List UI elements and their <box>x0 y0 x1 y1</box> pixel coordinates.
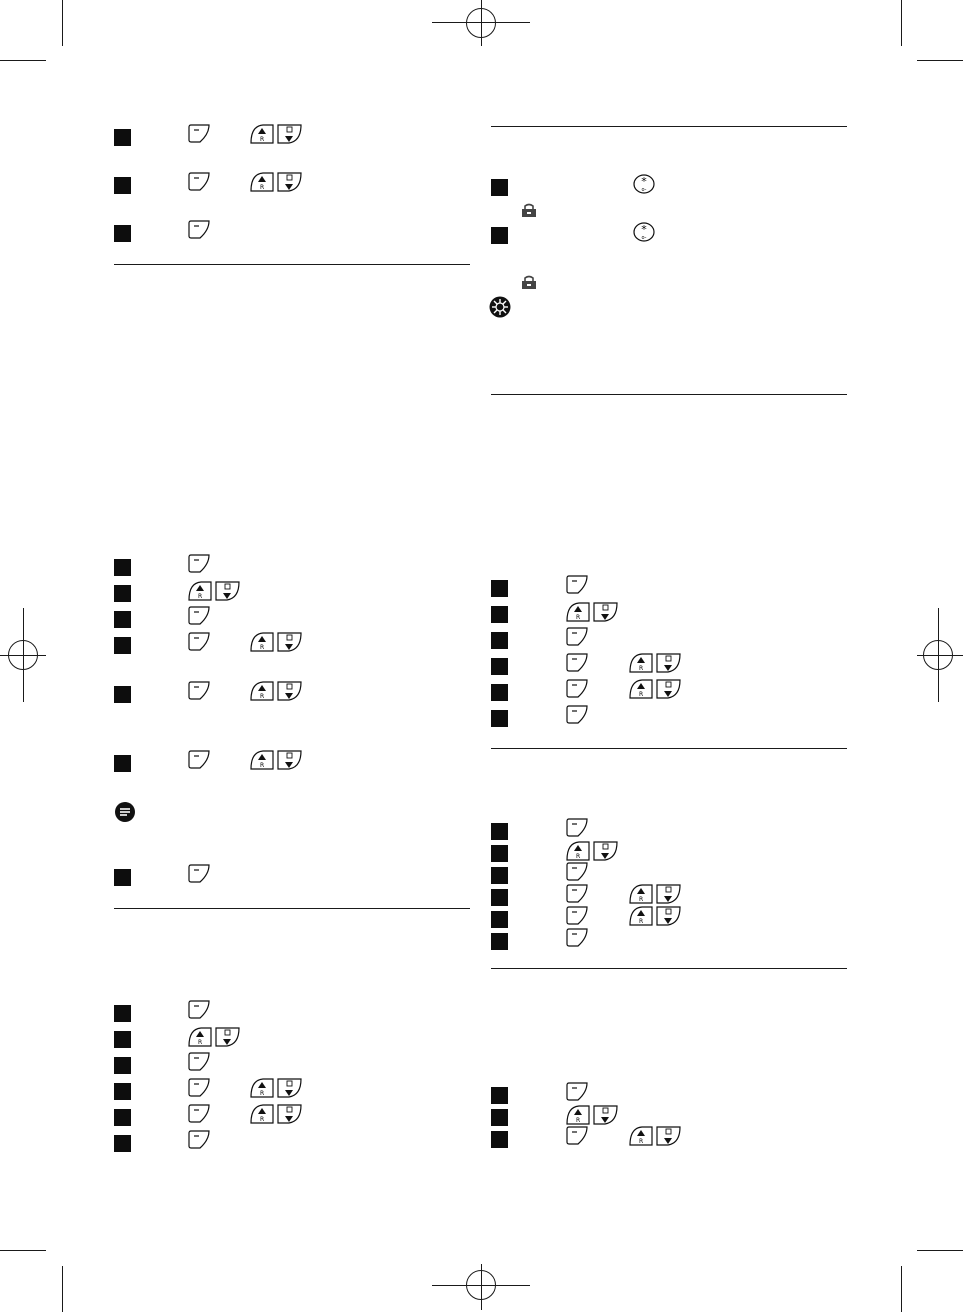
navigation-up-down-icon <box>565 1105 619 1125</box>
softkey-icon <box>565 627 589 647</box>
svg-text:R: R <box>260 136 265 143</box>
softkey-icon <box>187 172 211 192</box>
step-marker <box>491 1109 508 1126</box>
navigation-up-down-icon <box>249 681 303 701</box>
step-marker <box>114 1031 131 1048</box>
navigation-up-down-icon <box>628 679 682 699</box>
step-marker <box>491 823 508 840</box>
section-divider <box>491 748 847 749</box>
softkey-icon <box>187 1000 211 1020</box>
step-marker <box>114 1109 131 1126</box>
step-marker <box>491 684 508 701</box>
softkey-icon <box>187 1078 211 1098</box>
navigation-up-down-icon <box>249 1078 303 1098</box>
step-marker <box>114 869 131 886</box>
step-marker <box>114 755 131 772</box>
svg-text:R: R <box>639 918 644 925</box>
step-marker <box>491 606 508 623</box>
registration-circle <box>923 640 953 670</box>
svg-text:o-: o- <box>641 187 647 193</box>
navigation-up-down-icon <box>565 841 619 861</box>
softkey-icon <box>187 606 211 626</box>
navigation-up-down-icon <box>628 653 682 673</box>
softkey-icon <box>187 220 211 240</box>
section-divider <box>114 264 470 265</box>
navigation-up-down-icon <box>187 581 241 601</box>
softkey-icon <box>187 1130 211 1150</box>
step-marker <box>491 710 508 727</box>
crop-mark <box>901 1266 902 1312</box>
navigation-up-down-icon <box>249 172 303 192</box>
navigation-up-down-icon <box>249 632 303 652</box>
crop-mark <box>62 0 63 46</box>
svg-text:R: R <box>639 1138 644 1145</box>
tip-icon <box>489 296 511 318</box>
keypad-lock-icon <box>521 275 537 290</box>
softkey-icon <box>565 928 589 948</box>
step-marker <box>114 129 131 146</box>
note-icon <box>114 801 136 823</box>
softkey-icon <box>565 705 589 725</box>
crop-mark <box>62 1266 63 1312</box>
svg-text:R: R <box>198 1039 203 1046</box>
step-marker <box>114 1135 131 1152</box>
svg-text:R: R <box>639 691 644 698</box>
softkey-icon <box>187 554 211 574</box>
svg-text:o-: o- <box>641 235 647 241</box>
registration-circle <box>466 1270 496 1300</box>
navigation-up-down-icon <box>249 124 303 144</box>
navigation-up-down-icon <box>249 1104 303 1124</box>
step-marker <box>491 580 508 597</box>
navigation-up-down-icon <box>628 884 682 904</box>
softkey-icon <box>187 632 211 652</box>
softkey-icon <box>187 1104 211 1124</box>
softkey-icon <box>187 750 211 770</box>
softkey-icon <box>565 679 589 699</box>
crop-mark <box>0 1250 46 1251</box>
section-divider <box>491 968 847 969</box>
softkey-icon <box>187 124 211 144</box>
step-marker <box>491 1131 508 1148</box>
svg-text:R: R <box>198 593 203 600</box>
svg-text:R: R <box>260 644 265 651</box>
registration-circle <box>466 8 496 38</box>
crop-mark <box>901 0 902 46</box>
navigation-up-down-icon <box>628 906 682 926</box>
svg-text:*: * <box>641 223 647 236</box>
step-marker <box>114 686 131 703</box>
navigation-up-down-icon <box>187 1027 241 1047</box>
step-marker <box>491 845 508 862</box>
softkey-icon <box>187 864 211 884</box>
step-marker <box>114 225 131 242</box>
svg-text:R: R <box>260 1116 265 1123</box>
step-marker <box>114 637 131 654</box>
step-marker <box>491 227 508 244</box>
svg-text:R: R <box>576 1117 581 1124</box>
step-marker <box>114 611 131 628</box>
star-key-icon <box>633 174 655 194</box>
svg-text:R: R <box>639 896 644 903</box>
step-marker <box>491 1087 508 1104</box>
crop-mark <box>917 1250 963 1251</box>
softkey-icon <box>565 653 589 673</box>
svg-text:*: * <box>641 175 647 188</box>
svg-text:R: R <box>260 693 265 700</box>
svg-text:R: R <box>576 853 581 860</box>
step-marker <box>114 585 131 602</box>
step-marker <box>491 867 508 884</box>
crop-mark <box>0 60 46 61</box>
step-marker <box>491 889 508 906</box>
svg-text:R: R <box>260 184 265 191</box>
navigation-up-down-icon <box>628 1126 682 1146</box>
softkey-icon <box>565 1082 589 1102</box>
softkey-icon <box>187 681 211 701</box>
navigation-up-down-icon <box>565 602 619 622</box>
softkey-icon <box>187 1052 211 1072</box>
softkey-icon <box>565 906 589 926</box>
crop-mark <box>917 60 963 61</box>
step-marker <box>491 632 508 649</box>
step-marker <box>491 933 508 950</box>
step-marker <box>114 1005 131 1022</box>
softkey-icon <box>565 818 589 838</box>
svg-text:R: R <box>260 1090 265 1097</box>
star-key-icon <box>633 222 655 242</box>
softkey-icon <box>565 862 589 882</box>
softkey-icon <box>565 575 589 595</box>
keypad-lock-icon <box>521 203 537 218</box>
step-marker <box>491 911 508 928</box>
svg-text:R: R <box>576 614 581 621</box>
svg-text:R: R <box>639 665 644 672</box>
section-divider <box>491 394 847 395</box>
section-divider <box>114 908 470 909</box>
registration-circle <box>8 640 38 670</box>
svg-text:R: R <box>260 762 265 769</box>
step-marker <box>491 658 508 675</box>
step-marker <box>491 179 508 196</box>
softkey-icon <box>565 884 589 904</box>
step-marker <box>114 1057 131 1074</box>
step-marker <box>114 1083 131 1100</box>
navigation-up-down-icon <box>249 750 303 770</box>
section-divider <box>491 126 847 127</box>
step-marker <box>114 177 131 194</box>
step-marker <box>114 559 131 576</box>
softkey-icon <box>565 1126 589 1146</box>
